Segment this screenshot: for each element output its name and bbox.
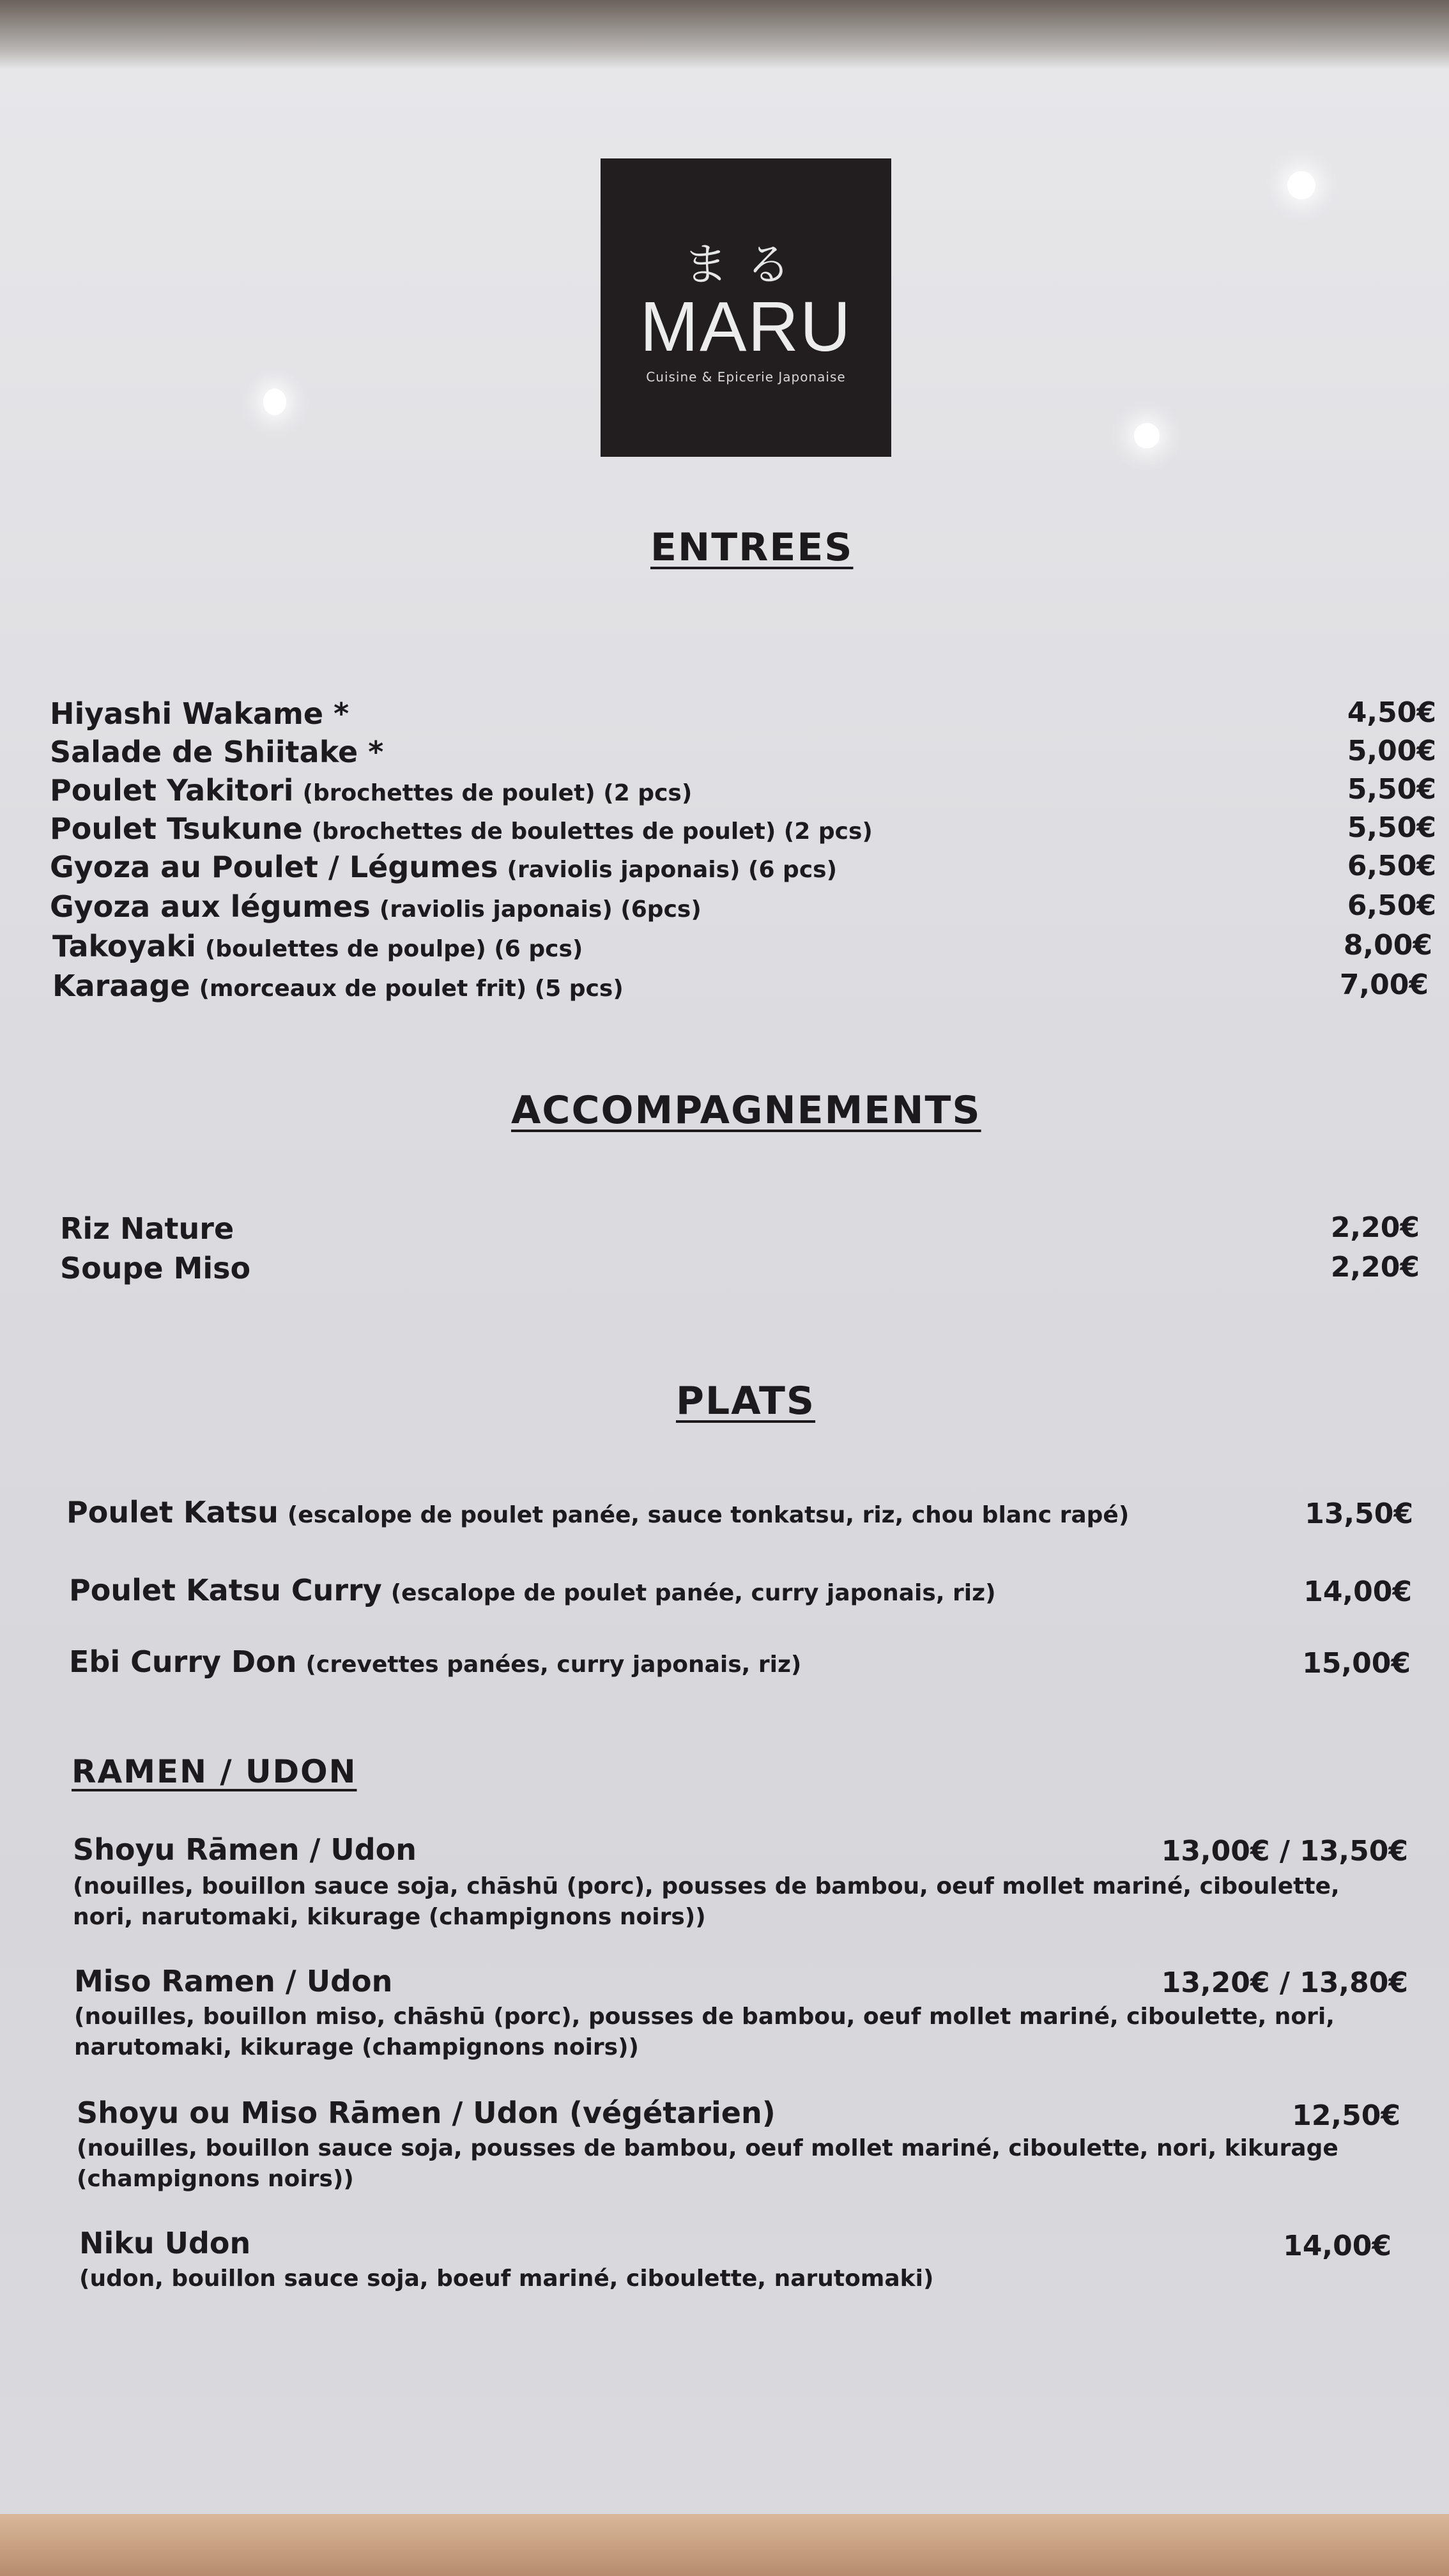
menu-item: Niku Udon xyxy=(79,2226,251,2260)
section-title-entrees: ENTREES xyxy=(650,525,854,570)
menu-item: Miso Ramen / Udon xyxy=(74,1964,393,1998)
menu-item: Poulet Tsukune (brochettes de boulettes de poulet) (2 pcs) xyxy=(50,811,873,846)
menu-item-description: (nouilles, bouillon miso, chāshū (porc), pousses de bambou, oeuf mollet mariné, ciboulette, nori, xyxy=(74,2004,1335,2030)
light-reflection xyxy=(1134,423,1160,448)
section-title-accompagnements: ACCOMPAGNEMENTS xyxy=(511,1088,981,1133)
maru-logo xyxy=(601,158,891,457)
menu-item-price: 6,50€ xyxy=(1347,850,1436,882)
menu-item-price: 6,50€ xyxy=(1347,889,1436,922)
light-reflection xyxy=(1287,171,1315,199)
menu-item-price: 14,00€ xyxy=(1303,1575,1412,1608)
logo-kana: まる xyxy=(683,238,809,291)
menu-item: Riz Nature xyxy=(60,1211,234,1246)
menu-item: Salade de Shiitake * xyxy=(50,735,384,769)
menu-item-description: (champignons noirs)) xyxy=(77,2166,354,2192)
section-title-ramen-udon: RAMEN / UDON xyxy=(72,1753,357,1790)
menu-item: Shoyu Rāmen / Udon xyxy=(73,1832,417,1867)
menu-item-price: 15,00€ xyxy=(1302,1647,1411,1680)
menu-item-description: (nouilles, bouillon sauce soja, pousses de bambou, oeuf mollet mariné, ciboulette, nori, kikurage xyxy=(77,2135,1338,2161)
menu-item-price: 5,50€ xyxy=(1347,773,1436,806)
menu-item-price: 13,00€ / 13,50€ xyxy=(1161,1835,1408,1867)
menu-item-price: 5,00€ xyxy=(1347,735,1436,767)
menu-item-price: 5,50€ xyxy=(1347,811,1436,844)
menu-item: Shoyu ou Miso Rāmen / Udon (végétarien) xyxy=(77,2096,776,2130)
menu-item: Hiyashi Wakame * xyxy=(50,696,349,731)
menu-item: Poulet Katsu Curry (escalope de poulet panée, curry japonais, riz) xyxy=(69,1573,996,1607)
section-title-plats: PLATS xyxy=(676,1379,816,1423)
menu-item: Takoyaki (boulettes de poulpe) (6 pcs) xyxy=(52,929,583,963)
menu-item-price: 4,50€ xyxy=(1347,696,1436,729)
display-frame-top xyxy=(0,0,1449,70)
logo-subtitle: Cuisine & Epicerie Japonaise xyxy=(646,369,846,385)
wooden-counter xyxy=(0,2514,1449,2576)
menu-item-price: 2,20€ xyxy=(1330,1211,1420,1244)
menu-item-price: 12,50€ xyxy=(1292,2099,1400,2132)
menu-item-price: 14,00€ xyxy=(1283,2230,1392,2262)
menu-item-price: 8,00€ xyxy=(1343,929,1432,962)
menu-item: Poulet Katsu (escalope de poulet panée, sauce tonkatsu, riz, chou blanc rapé) xyxy=(66,1495,1130,1529)
menu-item-description: narutomaki, kikurage (champignons noirs)) xyxy=(74,2034,640,2060)
menu-item: Karaage (morceaux de poulet frit) (5 pcs) xyxy=(52,969,624,1003)
menu-item: Gyoza au Poulet / Légumes (raviolis japonais) (6 pcs) xyxy=(50,850,838,884)
menu-item-description: nori, narutomaki, kikurage (champignons noirs)) xyxy=(73,1904,706,1930)
menu-item-description: (nouilles, bouillon sauce soja, chāshū (porc), pousses de bambou, oeuf mollet mariné, ciboulette, xyxy=(73,1873,1340,1899)
menu-item: Ebi Curry Don (crevettes panées, curry japonais, riz) xyxy=(69,1644,802,1679)
menu-item-price: 7,00€ xyxy=(1339,969,1429,1001)
menu-item: Poulet Yakitori (brochettes de poulet) (2 pcs) xyxy=(50,773,693,808)
logo-name: MARU xyxy=(640,288,852,366)
menu-item-description: (udon, bouillon sauce soja, boeuf mariné, ciboulette, narutomaki) xyxy=(79,2266,934,2292)
menu-item: Gyoza aux légumes (raviolis japonais) (6pcs) xyxy=(50,889,702,924)
menu-item-price: 13,20€ / 13,80€ xyxy=(1161,1966,1408,1999)
menu-item-price: 2,20€ xyxy=(1330,1251,1420,1284)
light-reflection xyxy=(263,388,286,415)
menu-item-price: 13,50€ xyxy=(1305,1498,1413,1530)
menu-item: Soupe Miso xyxy=(60,1251,251,1285)
